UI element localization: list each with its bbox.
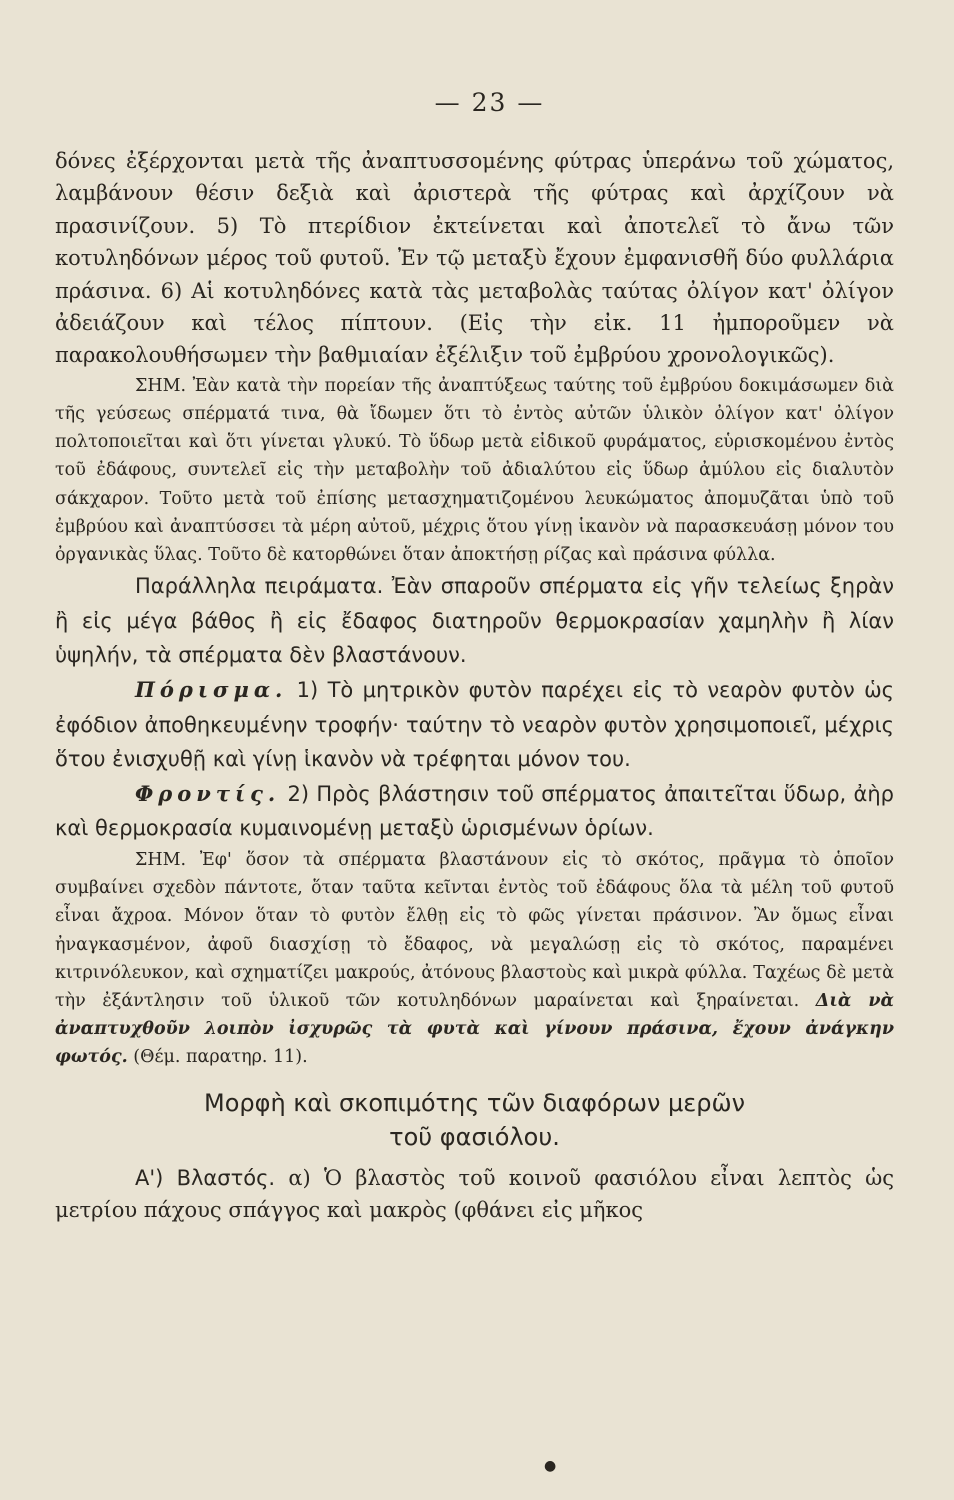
paragraph-parallel-experiments-text: Ἐὰν σπαροῦν σπέρματα εἰς γῆν τελείως ξηρὰν ἢ εἰς μέγα βάθος ἢ εἰς ἔδαφος διατηροῦν θερμοκρασίαν χαμηλὴν ἢ λίαν ὑψηλήν, τὰ σπέρματα δὲν βλαστάνουν. [55,574,895,668]
run-in-heading-stem: Α') Βλαστός. [135,1165,276,1190]
run-in-heading-conclusion: Πόρισμα. [135,677,288,703]
section-heading-line-1: Μορφὴ καὶ σκοπιμότης τῶν διαφόρων μερῶν [203,1088,746,1117]
paragraph-care-text: 2) Πρὸς βλάστησιν τοῦ σπέρματος ἀπαιτεῖται ὕδωρ, ἀὴρ καὶ θερμοκρασία κυμαινομένῃ μεταξὺ ὡρισμένων ὁρίων. [55,781,894,841]
paragraph-care [55,777,894,846]
paragraph-cotyledons: δόνες ἐξέρχονται μετὰ τῆς ἀναπτυσσομένης φύτρας ὑπεράνω τοῦ χώματος, λαμβάνουν θέσιν δεξιὰ καὶ ἀριστερὰ τῆς φύτρας καὶ ἀρχίζουν νὰ πρασινίζουν. 5) Τὸ πτερίδιον ἐκτείνεται καὶ ἀποτελεῖ τὸ ἄνω τῶν κοτυληδόνων μέρος τοῦ φυτοῦ. Ἐν τῷ μεταξὺ ἔχουν ἐμφανισθῆ δύο φυλλάρια πράσινα. 6) Αἱ κοτυληδόνες κατὰ τὰς μεταβολὰς ταύτας ὀλίγον κατ' ὀλίγον ἀδειάζουν καὶ τέλος πίπτουν. (Εἰς τὴν εἰκ. 11 ἠμποροῦμεν νὰ παρακολουθήσωμεν τὴν βαθμιαίαν ἐξέλιξιν τοῦ ἐμβρύου χρονολογικῶς). [55,149,894,368]
paragraph-stem [55,1162,894,1227]
note-light-growth-emphasis: Διὰ νὰ ἀναπτυχθοῦν λοιπὸν ἰσχυρῶς τὰ φυτὰ καὶ γίνουν πράσινα, ἔχουν ἀνάγκην φωτός. [55,991,894,1068]
paragraph-conclusion-text: 1) Τὸ μητρικὸν φυτὸν παρέχει εἰς τὸ νεαρὸν φυτὸν ὡς ἐφόδιον ἀποθηκευμένην τροφήν· ταύτην τὸ νεαρὸν φυτὸν χρησιμοποιεῖ, μέχρις ὅτου ἐνισχυθῇ καὶ γίνῃ ἱκανὸν νὰ τρέφηται μόνον του. [55,678,894,772]
note-light-growth-reference: (Θέμ. παρατηρ. 11). [127,1047,308,1068]
note-light-growth-text: ΣΗΜ. Ἐφ' ὅσον τὰ σπέρματα βλαστάνουν εἰς τὸ σκότος, πρᾶγμα τὸ ὁποῖον συμβαίνει σχεδὸν πάντοτε, ὅταν ταῦτα κεῖνται ἐντὸς τοῦ ἐδάφους ὅλα τὰ μέλη τοῦ φυτοῦ εἶναι ἄχροα. Μόνον ὅταν τὸ φυτὸν ἔλθῃ εἰς τὸ φῶς γίνεται πράσινον. Ἂν ὅμως εἶναι ἠναγκασμένον, ἀφοῦ διασχίσῃ τὸ ἔδαφος, νὰ μεγαλώσῃ εἰς τὸ σκότος, παραμένει κιτρινόλευκον, καὶ σχηματίζει μακρούς, ἀτόνους βλαστοὺς καὶ μικρὰ φύλλα. Ταχέως δὲ μετὰ τὴν ἐξάντλησιν τοῦ ὑλικοῦ τῶν κοτυληδόνων μαραίνεται καὶ ξηραίνεται. [55,850,894,1012]
note-embryo-sugar: ΣΗΜ. Ἐὰν κατὰ τὴν πορείαν τῆς ἀναπτύξεως ταύτης τοῦ ἐμβρύου δοκιμάσωμεν διὰ τῆς γεύσεως σπέρματά τινα, θὰ ἴδωμεν ὅτι τὸ ἐντὸς αὐτῶν ὑλικὸν ὀλίγον κατ' ὀλίγον πολτοποιεῖται καὶ ὅτι γίνεται γλυκύ. Τὸ ὕδωρ μετὰ εἰδικοῦ φυράματος, εὑρισκομένου ἐντὸς τοῦ ἐδάφους, συντελεῖ εἰς τὴν μεταβολὴν τοῦ ἀδιαλύτου εἰς ὕδωρ ἀμύλου εἰς διαλυτὸν σάκχαρον. Τοῦτο μετὰ τοῦ ἐπίσης μετασχηματιζομένου λευκώματος ἀπομυζᾶται ὑπὸ τοῦ ἐμβρύου καὶ ἀναπτύσσει τὰ μέρη αὐτοῦ, μέχρις ὅτου γίνῃ ἱκανὸν νὰ παρασκευάσῃ μόνον του ὀργανικὰς ὕλας. Τοῦτο δὲ κατορθώνει ὅταν ἀποκτήσῃ ρίζας καὶ πράσινα φύλλα. [55,375,894,566]
paragraph-conclusion [55,673,894,777]
paragraph-stem-text: α) Ὁ βλαστὸς τοῦ κοινοῦ φασιόλου εἶναι λεπτὸς ὡς μετρίου πάχους σπάγγος καὶ μακρὸς (φθάνει εἰς μῆκος [55,1165,894,1223]
run-in-heading-care: Φροντίς. [135,780,281,806]
section-heading [55,1086,894,1154]
print-speck-mark: ● [544,1458,557,1474]
run-in-heading-parallel-experiments: Παράλληλα πειράματα. [135,574,384,599]
page-number: — 23 — [434,88,545,117]
paragraph-parallel-experiments [55,569,894,673]
note-light-growth [55,846,894,1072]
section-heading-line-2: τοῦ φασιόλου. [389,1122,560,1151]
